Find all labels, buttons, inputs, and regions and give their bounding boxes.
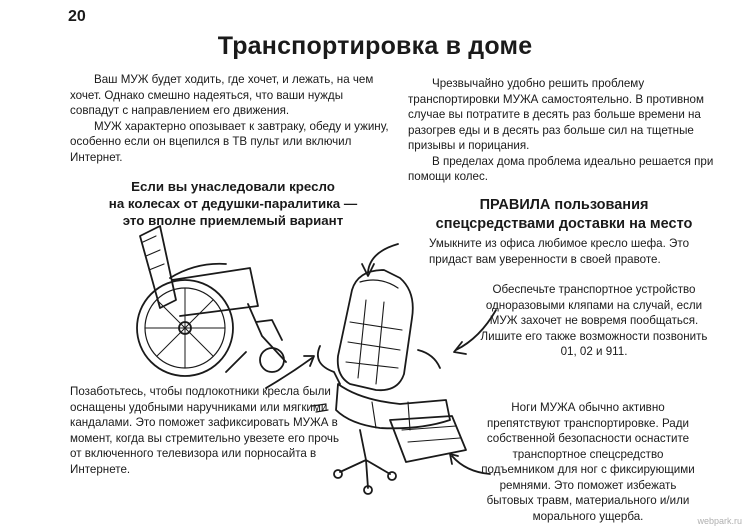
rule-gags: Обеспечьте транспортное устройство одноразовыми кляпами на случай, если МУЖ захочет не вовремя пообщаться. Лишите его также возможности позвонить 01, 02 и 911. [480,283,708,358]
page-title: Транспортировка в доме [217,32,533,60]
left-intro-paragraph-2: МУЖ характерно опозывает к завтраку, обеду и ужину, особенно если он вцепился в ТВ пульт или включил Интернет. [70,119,389,164]
arrow-icon [362,244,398,276]
rule-office-chair: Умыкните из офиса любимое кресло шефа. Это придаст вам уверенности в своей правоте. [429,237,690,266]
caption-line-3: это вполне приемлемый вариант [122,213,344,228]
watermark: webpark.ru [697,516,742,526]
armrest-handcuffs-note: Позаботьтесь, чтобы подлокотники кресла были оснащены удобными наручниками или мягкими кандалами. Это поможет зафиксировать МУЖА в момент, когда вы стремительно увезете его прочь от включенного телевизора или порносайта в Интернете. [70,385,339,476]
right-intro-paragraph-1: Чрезвычайно удобно решить проблему транспортировки МУЖА самостоятельно. В противном случае вы потратите в десять раз больше времени на разогрев еды и в десять раз больше сил на тщетные призывы и порицания. [408,77,704,152]
page-number: 20 [68,8,86,25]
arrow-icon [454,310,496,354]
left-intro-paragraph-1: Ваш МУЖ будет ходить, где хочет, и лежать, на чем хочет. Однако смешно надеяться, что ваши нужды совпадут с направлением его движения. [70,73,374,117]
caption-line-2: на колесах от дедушки-паралитика — [108,196,358,211]
right-intro-paragraph-2: В пределах дома проблема идеально решается при помощи колес. [408,154,714,183]
arrow-icon [450,454,490,474]
rules-heading-keyword: ПРАВИЛА [479,197,551,213]
rule-leg-lift: Ноги МУЖА обычно активно препятствуют транспортировке. Ради собственной безопасности оснастите транспортное спецсредство подъемником для ног с фиксирующими ремнями. Это поможет избежать бытовых травм, материального и/или морального ущерба. [481,401,695,523]
caption-line-1: Если вы унаследовали кресло [131,179,335,194]
rules-heading-line-2: спецсредствами доставки на место [435,216,693,232]
rules-heading-rest: пользования [550,197,649,213]
wheelchair-illustration [137,226,286,376]
office-chair-illustration [312,270,466,494]
